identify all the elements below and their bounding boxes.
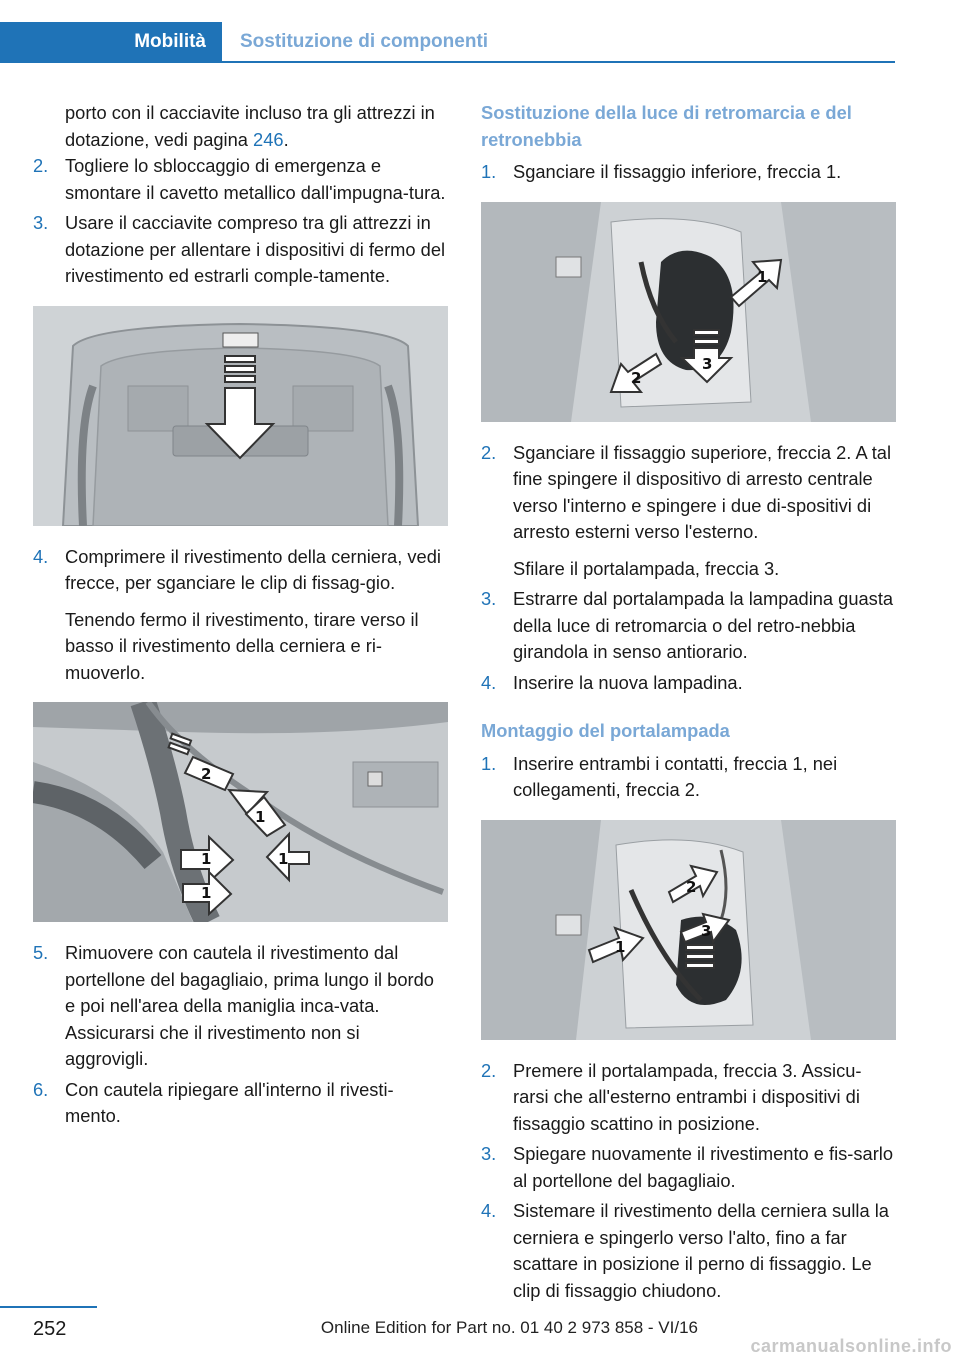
edition-info: Online Edition for Part no. 01 40 2 973 858 - VI/16 — [320, 1318, 698, 1337]
right-column — [481, 100, 896, 1308]
step-number: 5. — [33, 942, 49, 963]
intro-text: porto con il cacciavite incluso tra gli attrezzi in dotazione, vedi pagina — [65, 102, 435, 150]
step-number: 3. — [481, 1143, 497, 1164]
step-text: Sganciare il fissaggio superiore, freccia 2. A tal fine spingere il dispositivo di arresto centrale verso l'interno e spingere i due di‐spositivi di arresto esterni verso l'esterno. — [513, 441, 892, 542]
step-text-continued: Tenendo fermo il rivestimento, tirare verso il basso il rivestimento della cerniera e ri‐muoverlo. — [65, 608, 419, 683]
left-column — [33, 100, 448, 1134]
step-text: Sganciare il fissaggio inferiore, freccia 1. — [513, 161, 842, 182]
hinge-cover-drawing — [33, 702, 448, 922]
fig4-arrow-label: 2 — [686, 877, 697, 896]
intro-paragraph — [65, 100, 448, 153]
step-text: Togliere lo sbloccaggio di emergenza e smontare il cavetto metallico dall'impugna‐tura. — [65, 155, 446, 203]
step-item — [33, 1077, 448, 1130]
step-number: 1. — [481, 752, 497, 774]
step-item — [481, 751, 896, 804]
fig2-arrow-label: 1 — [201, 850, 212, 868]
section-label: Mobilità — [134, 31, 206, 52]
step-text: Premere il portalampada, freccia 3. Assicu‐rarsi che all'esterno entrambi i dispositivi di fissaggio scattino in posizione. — [513, 1059, 862, 1134]
fig2-arrow-label: 1 — [201, 884, 212, 902]
step-item — [481, 670, 896, 697]
step-item — [481, 440, 896, 583]
step-number: 2. — [481, 1059, 497, 1081]
lamp-holder-assembly-illustration — [481, 820, 896, 1040]
header-rule — [0, 61, 895, 63]
step-item — [33, 153, 448, 206]
step-text: Inserire la nuova lampadina. — [513, 671, 743, 693]
subsection-label: Sostituzione di componenti — [240, 31, 489, 52]
step-text: Con cautela ripiegare all'interno il rivesti‐mento. — [65, 1078, 394, 1126]
step-text: Comprimere il rivestimento della cerniera, vedi frecce, per sganciare le clip di fissag‐gio. — [65, 545, 441, 593]
fig4-arrow-label: 3 — [701, 921, 712, 940]
page-number: 252 — [33, 1318, 67, 1340]
page-link[interactable]: 246 — [253, 128, 284, 150]
step-text: Rimuovere con cautela il rivestimento dal portellone del bagagliaio, prima lungo il bordo e poi nell'area della maniglia inca‐vata. Assicurarsi che il rivestimento non si aggrovigli. — [65, 942, 434, 1069]
section-title-reverse-fog-light: Sostituzione della luce di retromarcia e del retronebbia — [481, 102, 852, 150]
step-item — [33, 940, 448, 1073]
step-number: 1. — [481, 161, 497, 182]
fig4-arrow-label: 1 — [615, 937, 626, 956]
step-item — [481, 159, 896, 186]
page-header — [0, 22, 895, 62]
trunk-lid-illustration — [33, 306, 448, 526]
trunk-lid-drawing — [33, 306, 448, 526]
step-text: Inserire entrambi i contatti, freccia 1, nei collegamenti, freccia 2. — [513, 752, 838, 800]
step-number: 3. — [33, 212, 49, 233]
fig3-arrow-label: 3 — [702, 354, 713, 373]
step-item — [481, 1058, 896, 1138]
fig2-arrow-label: 1 — [278, 850, 289, 868]
fig3-arrow-label: 1 — [757, 267, 768, 286]
step-number: 2. — [481, 441, 497, 463]
intro-end: . — [283, 128, 289, 150]
fig3-arrow-label: 2 — [631, 368, 642, 387]
fig2-arrow-label: 1 — [255, 808, 266, 826]
watermark: carmanualsonline.info — [750, 1336, 952, 1356]
step-number: 2. — [33, 155, 49, 176]
step-text: Estrarre dal portalampada la lampadina guasta della luce di retromarcia o del retro‐nebbia girandola in senso antiorario. — [513, 588, 894, 662]
step-item — [481, 1141, 896, 1194]
step-item — [481, 1198, 896, 1304]
hinge-cover-illustration — [33, 702, 448, 922]
step-text: Usare il cacciavite compreso tra gli attrezzi in dotazione per allentare i dispositivi di fermo del rivestimento ed estrarli comple‐tamente. — [65, 212, 446, 286]
fig2-arrow-label: 2 — [201, 765, 212, 783]
step-number: 4. — [481, 1200, 497, 1221]
section-tab — [0, 22, 222, 62]
step-item — [33, 210, 448, 290]
step-number: 3. — [481, 588, 497, 609]
step-item — [481, 586, 896, 666]
step-text: Sistemare il rivestimento della cerniera sulla la cerniera e spingerlo verso l'alto, fino a far scattare in posizione il perno di fissaggio. Le clip di fissaggio chiudono. — [513, 1200, 889, 1301]
lamp-holder-removal-drawing — [481, 202, 896, 422]
section-title-lamp-holder-assembly: Montaggio del portalampada — [481, 720, 730, 741]
step-item — [33, 544, 448, 687]
lamp-holder-removal-illustration — [481, 202, 896, 422]
step-text-continued: Sfilare il portalampada, freccia 3. — [513, 557, 780, 579]
step-text: Spiegare nuovamente il rivestimento e fis‐sarlo al portellone del bagagliaio. — [513, 1143, 894, 1191]
step-number: 6. — [33, 1078, 49, 1100]
lamp-holder-assembly-drawing — [481, 820, 896, 1040]
step-number: 4. — [481, 671, 497, 693]
footer-rule — [0, 1306, 97, 1308]
step-number: 4. — [33, 545, 49, 567]
